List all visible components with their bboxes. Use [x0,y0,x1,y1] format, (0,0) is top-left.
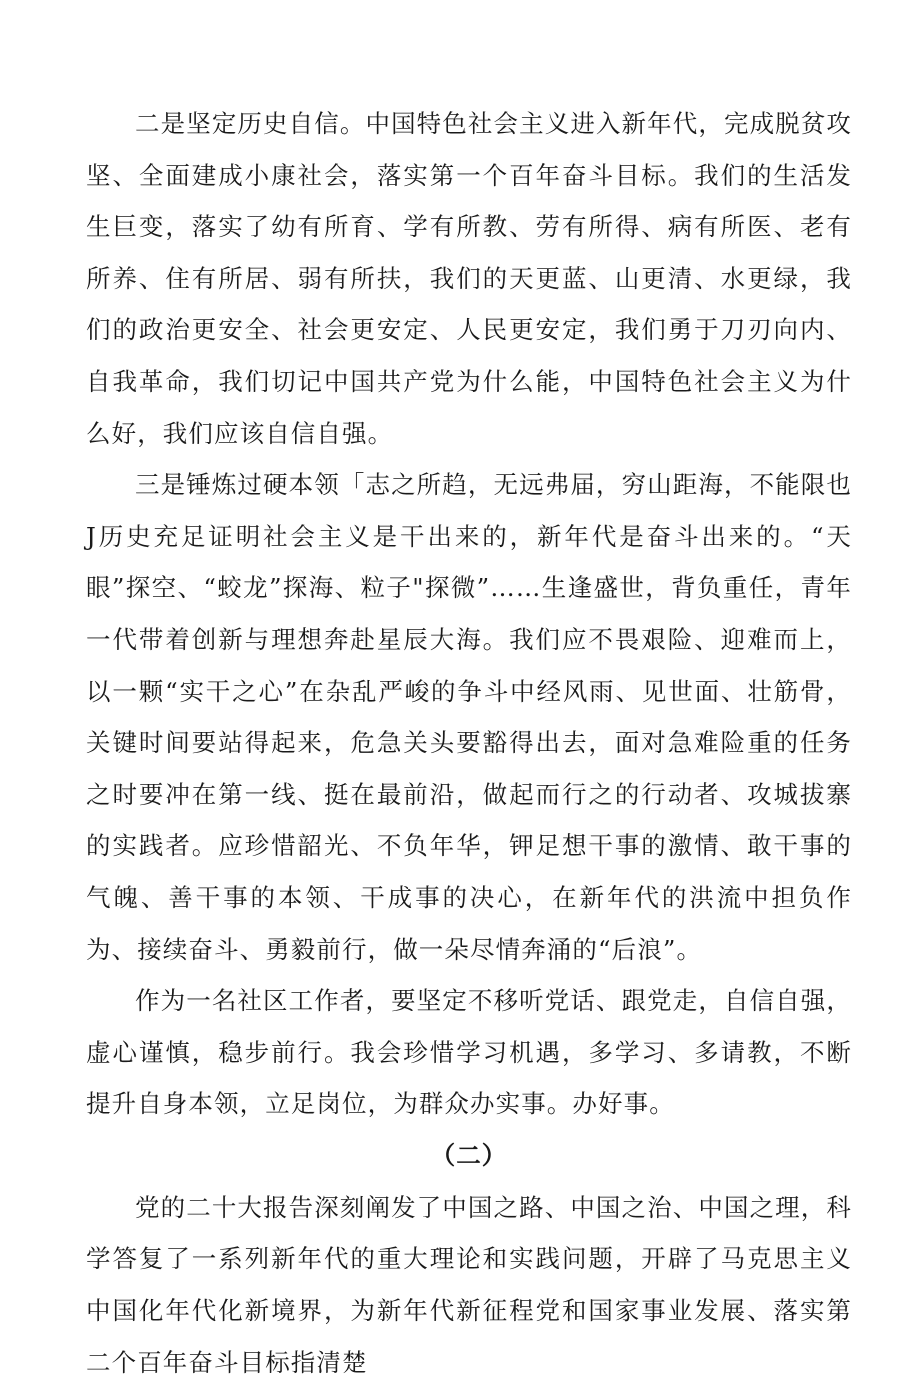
paragraph-historical-confidence: 二是坚定历史自信。中国特色社会主义进入新年代，完成脱贫攻坚、全面建成小康社会，落实第一个百年奋斗目标。我们的生活发生巨变，落实了幼有所育、学有所教、劳有所得、病有所医、老有所养、住有所居、弱有所扶，我们的天更蓝、山更清、水更绿，我们的政治更安全、社会更安定、人民更安定，我们勇于刀刃向内、自我革命，我们切记中国共产党为什么能，中国特色社会主义为什么好，我们应该自信自强。 [86,109,852,448]
section-heading: （二） [430,1140,508,1170]
paragraph-report-summary: 党的二十大报告深刻阐发了中国之路、中国之治、中国之理，科学答复了一系列新年代的重大理论和实践问题，开辟了马克思主义中国化年代化新境界，为新年代新征程党和国家事业发展、落实第二个百年奋斗目标指清楚 [86,1192,852,1377]
document-body [86,98,852,1388]
paragraph-community-worker: 作为一名社区工作者，要坚定不移听党话、跟党走，自信自强，虚心谨慎，稳步前行。我会珍惜学习机遇，多学习、多请教，不断提升自身本领，立足岗位，为群众办实事。办好事。 [86,986,852,1119]
paragraph-hone-skills: 三是锤炼过硬本领「志之所趋，无远弗届，穷山距海，不能限也J历史充足证明社会主义是干出来的，新年代是奋斗出来的。“天眼”探空、“蛟龙”探海、粒子"探微”……生逢盛世，背负重任，青年一代带着创新与理想奔赴星辰大海。我们应不畏艰险、迎难而上，以一颗“实干之心”在杂乱严峻的争斗中经风雨、见世面、壮筋骨，关键时间要站得起来，危急关头要豁得出去，面对急难险重的任务之时要冲在第一线、挺在最前沿，做起而行之的行动者、攻城拔寨的实践者。应珍惜韶光、不负年华，钾足想干事的激情、敢干事的气魄、善干事的本领、干成事的决心，在新年代的洪流中担负作为、接续奋斗、勇毅前行，做一朵尽情奔涌的“后浪”。 [86,470,852,964]
